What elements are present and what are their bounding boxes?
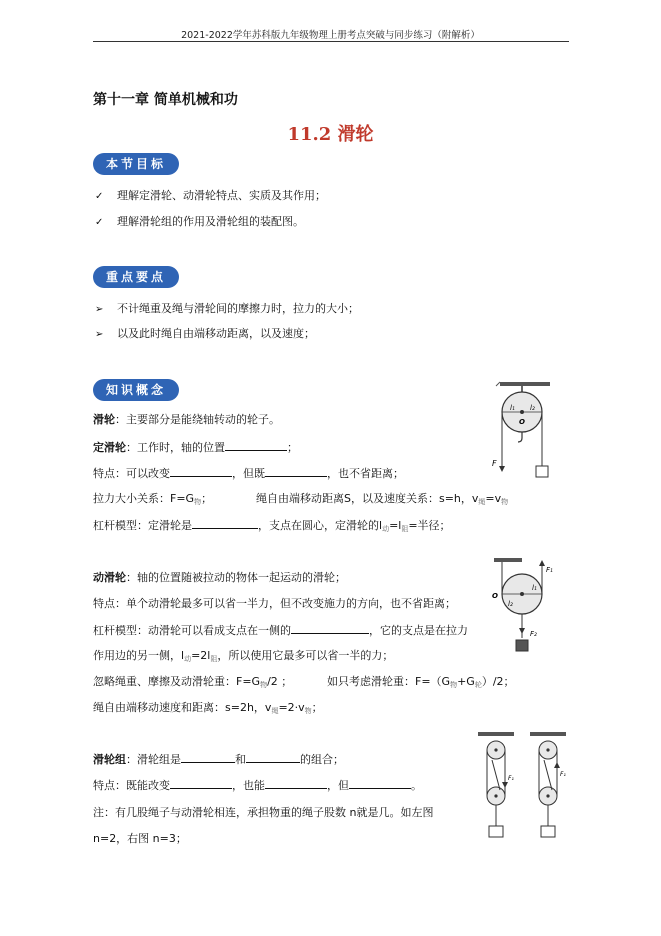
arrow-bullet-icon: ➢	[95, 329, 104, 340]
movable-pulley-force-weight	[327, 675, 515, 692]
goal-text: 理解定滑轮、动滑轮特点、实质及其作用；	[117, 189, 326, 202]
text: 如只考虑滑轮重：F=（G	[327, 675, 451, 688]
axle	[546, 748, 549, 751]
movable-pulley-arm	[93, 649, 393, 666]
text: 特点：可以改变	[93, 467, 170, 480]
subscript: 绳	[271, 707, 279, 715]
rope	[492, 760, 500, 790]
hatch	[496, 382, 500, 386]
text: =2l	[191, 649, 211, 662]
fixed-pulley-diagram	[486, 380, 566, 480]
subscript: 物	[194, 498, 202, 506]
label-l1: l₁	[510, 404, 515, 412]
text: 。	[411, 779, 422, 792]
page-header: 2021-2022学年苏科版九年级物理上册考点突破与同步练习（附解析）	[181, 30, 480, 41]
arrow-bullet-icon: ➢	[95, 304, 104, 315]
answer-blank[interactable]	[265, 466, 327, 477]
movable-pulley-lever	[93, 623, 468, 638]
definition-text: ：主要部分是能绕轴转动的轮子。	[115, 413, 280, 426]
goal-item-2	[95, 215, 304, 230]
answer-blank[interactable]	[265, 778, 327, 789]
movable-pulley-force	[93, 675, 292, 692]
text: =l	[389, 519, 402, 532]
text: 绳自由端移动距离S，以及速度关系：s=h，v	[256, 492, 479, 505]
text: ，也能	[232, 779, 265, 792]
subscript: 物	[260, 681, 268, 689]
label-l2: l₂	[530, 404, 535, 412]
ceiling-mount	[494, 558, 522, 562]
section-title: 11.2 滑轮	[287, 124, 374, 145]
text: =v	[485, 492, 502, 505]
term-pulley: 滑轮	[93, 413, 115, 426]
text: 注：有几股绳子与动滑轮相连，承担物重的绳子股数 n就是几。如左图	[93, 806, 434, 819]
answer-blank[interactable]	[246, 752, 300, 763]
key-point-2	[95, 327, 315, 342]
force-arrow-down	[519, 628, 525, 634]
text: ，它的支点是在拉力	[369, 624, 468, 637]
text: 特点：单个动滑轮最多可以省一半力，但不改变施力的方向，也不省距离；	[93, 597, 456, 610]
movable-pulley-definition	[93, 571, 346, 585]
header-rule	[93, 41, 569, 42]
text: 作用边的另一侧，l	[93, 649, 185, 662]
subscript: 动	[382, 525, 390, 533]
label-f-left: F₁	[508, 775, 514, 782]
force-arrow	[499, 466, 505, 472]
text: 和	[235, 753, 246, 766]
subscript: 绳	[478, 498, 486, 506]
text: =2·v	[278, 701, 305, 714]
text: ，也不省距离；	[327, 467, 404, 480]
text: 特点：既能改变	[93, 779, 170, 792]
movable-pulley-features	[93, 597, 456, 611]
answer-blank[interactable]	[291, 623, 369, 634]
check-icon: ✓	[95, 191, 104, 202]
term-movable-pulley: 动滑轮	[93, 571, 126, 584]
pulley-block-definition	[93, 752, 344, 767]
text: 忽略绳重、摩擦及动滑轮重：F=G	[93, 675, 261, 688]
pulley-block-diagram	[474, 730, 574, 840]
hook	[518, 432, 522, 442]
key-point-text: 不计绳重及绳与滑轮间的摩擦力时，拉力的大小；	[117, 302, 359, 315]
fixed-pulley-lever	[93, 518, 451, 536]
movable-pulley-diagram	[484, 556, 564, 656]
chapter-title: 第十一章 简单机械和功	[93, 92, 238, 108]
pulley-definition	[93, 413, 280, 427]
text: ：滑轮组是	[126, 753, 181, 766]
force-arrow	[554, 762, 560, 768]
fixed-pulley-force	[93, 492, 212, 509]
axle	[494, 794, 497, 797]
pulley-block-note	[93, 806, 433, 820]
fixed-pulley-distance	[256, 492, 508, 509]
text: ，所以使用它最多可以省一半的力；	[217, 649, 394, 662]
answer-blank[interactable]	[225, 440, 287, 451]
text: 的组合；	[300, 753, 344, 766]
text: 杠杆模型：定滑轮是	[93, 519, 192, 532]
text: 拉力大小关系：F=G	[93, 492, 195, 505]
label-f-right: F₁	[560, 771, 566, 778]
badge-goals: 本节目标	[93, 153, 179, 175]
subscript: 动	[184, 655, 192, 663]
label-f: F	[492, 459, 497, 468]
goal-text: 理解滑轮组的作用及滑轮组的装配图。	[117, 215, 304, 228]
answer-blank[interactable]	[170, 466, 232, 477]
term-fixed-pulley: 定滑轮	[93, 441, 126, 454]
text: n=2，右图 n=3；	[93, 832, 187, 845]
text: 杠杆模型：动滑轮可以看成支点在一侧的	[93, 624, 291, 637]
subscript: 物	[304, 707, 312, 715]
ceiling-right	[530, 732, 566, 736]
text: ：轴的位置随被拉动的物体一起运动的滑轮；	[126, 571, 346, 584]
text: ，但	[327, 779, 349, 792]
answer-blank[interactable]	[181, 752, 235, 763]
label-o: O	[492, 592, 498, 600]
label-f2: F₂	[530, 630, 537, 638]
weight-block-left	[489, 826, 503, 837]
label-l1: l₁	[532, 584, 537, 592]
answer-blank[interactable]	[349, 778, 411, 789]
subscript: 阻	[210, 655, 218, 663]
term-pulley-block: 滑轮组	[93, 753, 126, 766]
subscript: 物	[501, 498, 509, 506]
force-arrow-up	[539, 560, 545, 566]
goal-item-1	[95, 189, 326, 204]
pulley-block-note-cont	[93, 832, 187, 846]
text: /2 ；	[267, 675, 293, 688]
subscript: 轮	[474, 681, 482, 689]
text: 绳自由端移动速度和距离：s=2h，v	[93, 701, 272, 714]
key-point-1	[95, 302, 359, 317]
ceiling-left	[478, 732, 514, 736]
weight-block	[536, 466, 548, 477]
text: +G	[457, 675, 475, 688]
subscript: 物	[450, 681, 458, 689]
fixed-pulley-definition	[93, 440, 298, 455]
text: ；	[201, 492, 213, 505]
label-f1: F₁	[546, 566, 553, 574]
rope	[544, 760, 552, 790]
badge-concepts: 知识概念	[93, 379, 179, 401]
axle	[494, 748, 497, 751]
check-icon: ✓	[95, 217, 104, 228]
subscript: 阻	[401, 525, 409, 533]
text: ）/2；	[481, 675, 515, 688]
ceiling-mount	[500, 382, 550, 386]
pulley-block-features	[93, 778, 422, 793]
key-point-text: 以及此时绳自由端移动距离，以及速度；	[117, 327, 315, 340]
text: ；	[287, 441, 298, 454]
movable-pulley-distance	[93, 701, 323, 718]
label-o: O	[519, 418, 525, 426]
answer-blank[interactable]	[192, 518, 258, 529]
weight-block	[516, 640, 528, 651]
label-l2: l₂	[508, 600, 513, 608]
axle	[546, 794, 549, 797]
text: =半径；	[408, 519, 451, 532]
answer-blank[interactable]	[170, 778, 232, 789]
text: ：工作时，轴的位置	[126, 441, 225, 454]
badge-key-points: 重点要点	[93, 266, 179, 288]
force-arrow	[502, 782, 508, 788]
text: ，支点在圆心，定滑轮的l	[258, 519, 383, 532]
fixed-pulley-features	[93, 466, 404, 481]
text: ；	[311, 701, 323, 714]
weight-block-right	[541, 826, 555, 837]
text: ，但既	[232, 467, 265, 480]
